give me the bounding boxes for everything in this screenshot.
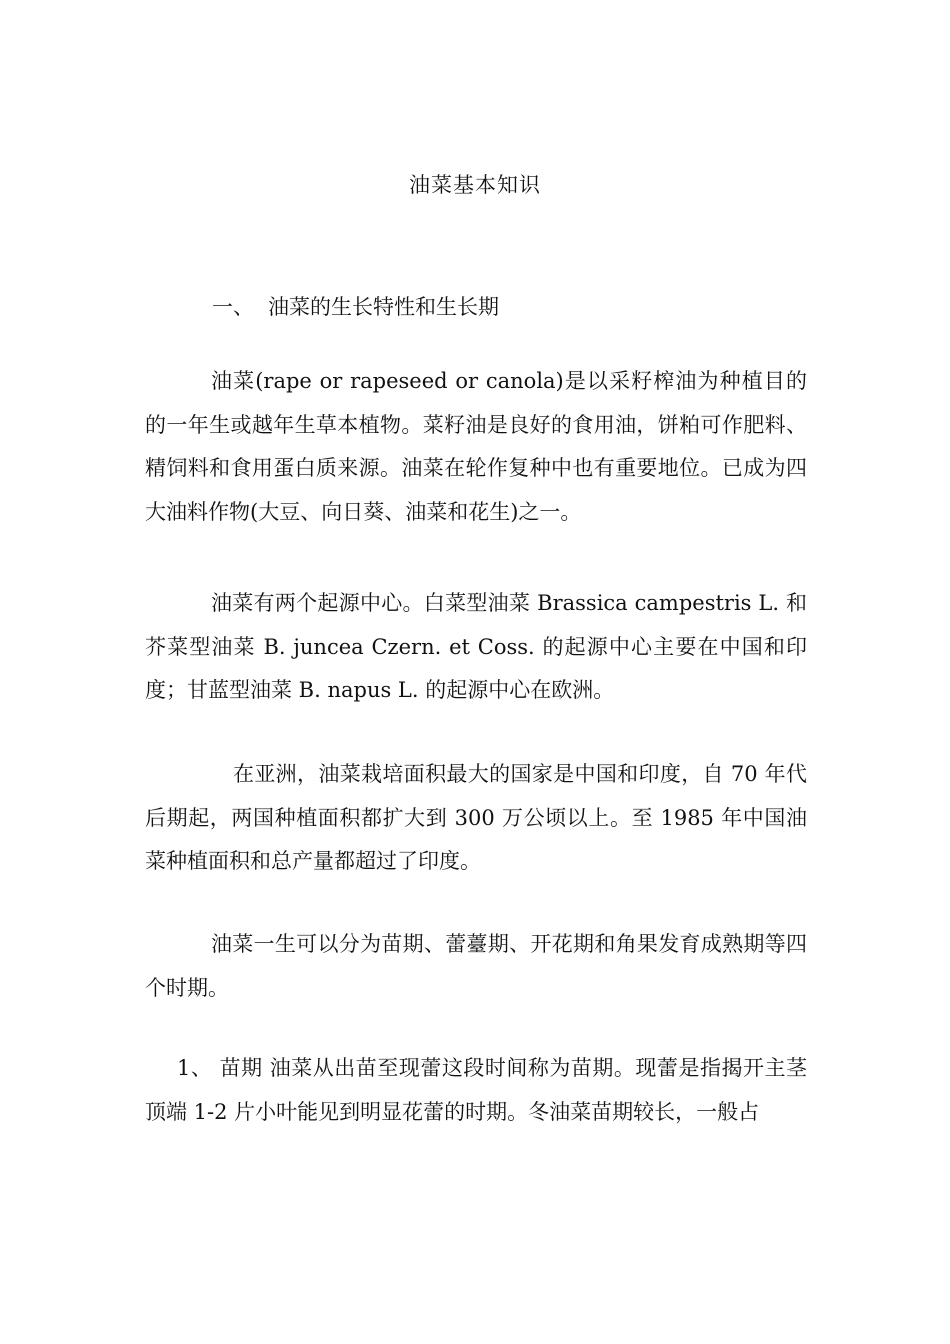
- paragraph-asia-cultivation: 在亚洲，油菜栽培面积最大的国家是中国和印度，自 70 年代后期起，两国种植面积都扩大到 300 万公顷以上。至 1985 年中国油菜种植面积和总产量都超过了印度。: [145, 762, 807, 873]
- paragraph-growth-stages: 油菜一生可以分为苗期、蕾薹期、开花期和角果发育成熟期等四个时期。: [145, 932, 807, 1000]
- section-heading-text: 油菜的生长特性和生长期: [268, 295, 499, 319]
- section-number: 一、: [212, 295, 254, 319]
- paragraph-seedling-stage: 1、 苗期 油菜从出苗至现蕾这段时间称为苗期。现蕾是指揭开主茎顶端 1-2 片小叶能见到明显花蕾的时期。冬油菜苗期较长，一般占: [145, 1056, 807, 1124]
- document-title: 油菜基本知识: [409, 173, 541, 197]
- paragraph-rape-definition: 油菜(rape or rapeseed or canola)是以采籽榨油为种植目的的一年生或越年生草本植物。菜籽油是良好的食用油，饼粕可作肥料、精饲料和食用蛋白质来源。油菜在轮作复种中也有重要地位。已成为四大油料作物(大豆、向日葵、油菜和花生)之一。: [145, 369, 807, 524]
- paragraph-origin-centers: 油菜有两个起源中心。白菜型油菜 Brassica campestris L. 和芥菜型油菜 B. juncea Czern. et Coss. 的起源中心主要在中国和印度；甘蓝型油菜 B. napus L. 的起源中心在欧洲。: [145, 591, 807, 702]
- section-heading: [212, 292, 499, 322]
